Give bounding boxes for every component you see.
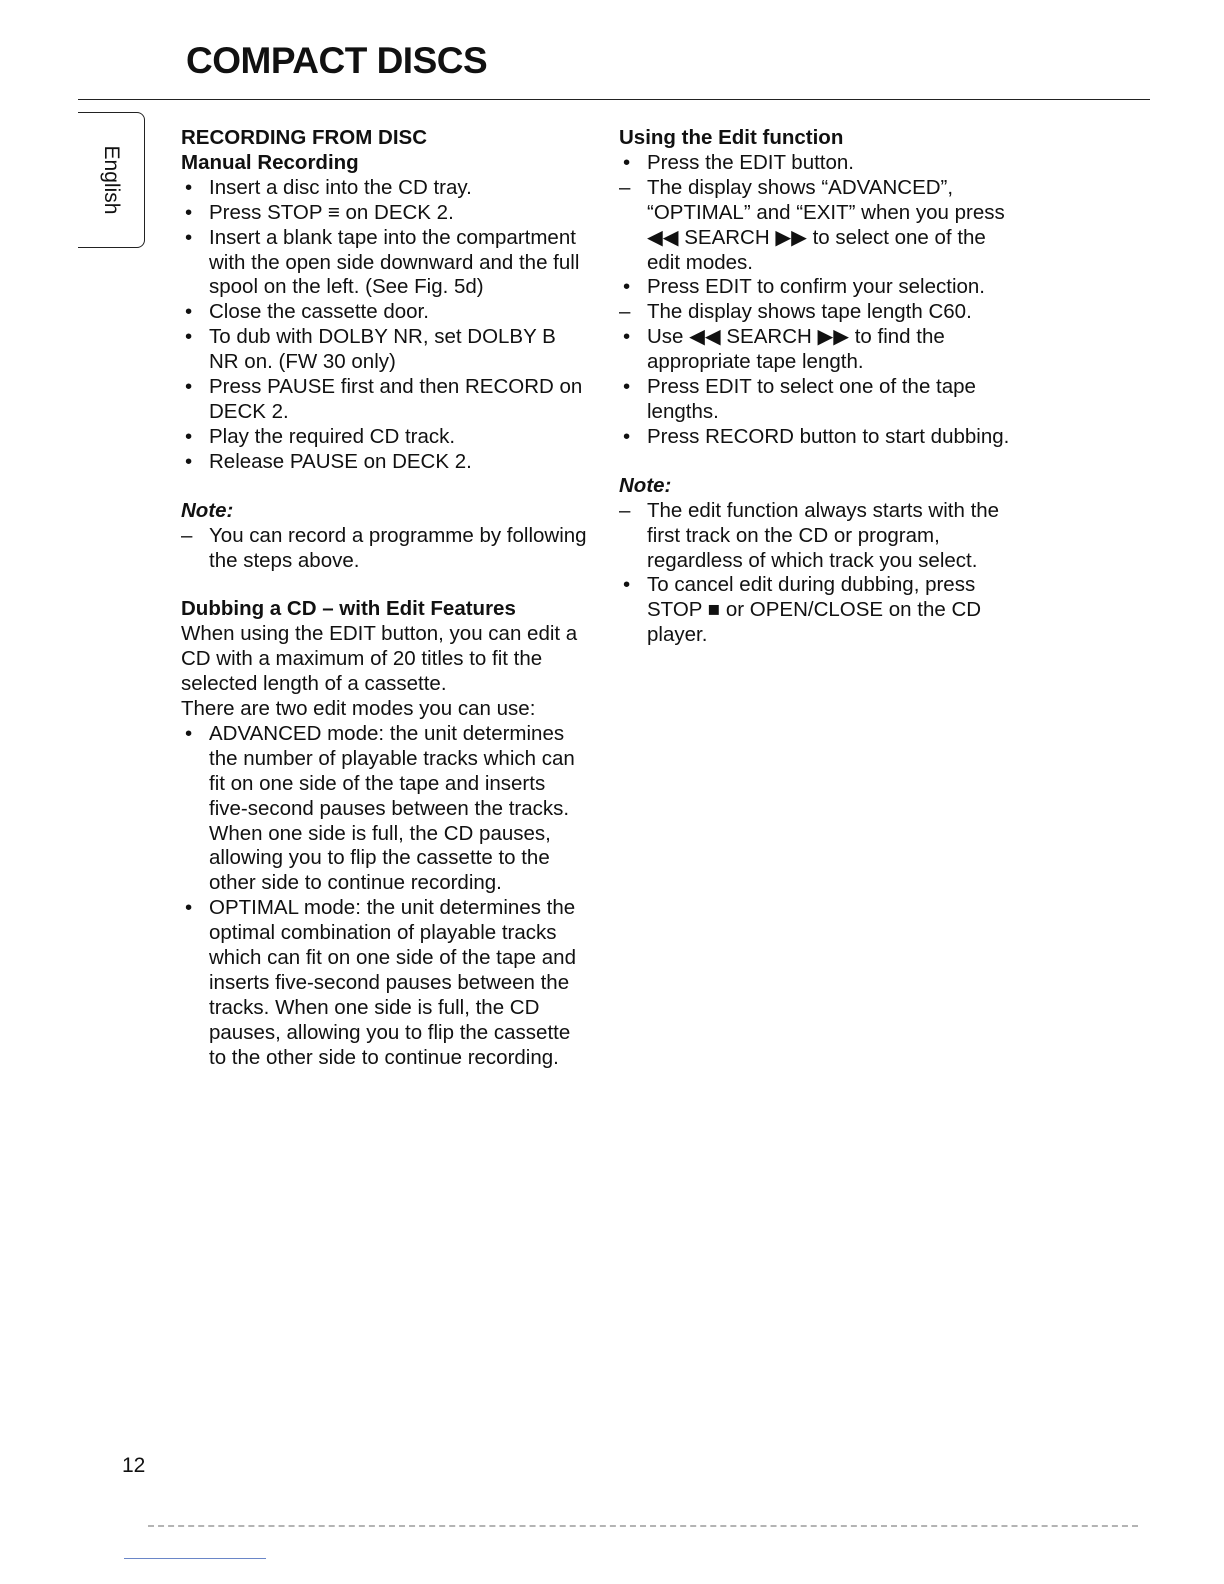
left-column: [181, 126, 587, 1071]
list-item: • OPTIMAL mode: the unit determines the optimal combination of playable tracks which can fit on one side of the tape and inserts five-second pauses between the tracks. When one side is full, the CD pauses, allowing you to flip the cassette to the other side to continue recording.: [181, 896, 587, 1070]
right-column: [619, 126, 1021, 648]
list-item: • To cancel edit during dubbing, press STOP ■ or OPEN/CLOSE on the CD player.: [619, 573, 1021, 648]
header-rule: [78, 99, 1150, 100]
section-title-edit-function: Using the Edit function: [619, 126, 844, 149]
list-item: • Press EDIT to confirm your selection.: [619, 275, 1021, 300]
note-label: Note:: [181, 498, 234, 522]
note-list: [619, 499, 1021, 648]
list-item: • Play the required CD track.: [181, 425, 587, 450]
list-item: • To dub with DOLBY NR, set DOLBY B NR on. (FW 30 only): [181, 325, 587, 375]
page-number: 12: [122, 1454, 146, 1477]
list-item: • Close the cassette door.: [181, 300, 587, 325]
scan-artifact-line: [148, 1525, 1138, 1527]
modes-intro: There are two edit modes you can use:: [181, 697, 536, 721]
list-item: • Press STOP ≡ on DECK 2.: [181, 201, 587, 226]
note-label: Note:: [619, 473, 672, 497]
dubbing-intro: When using the EDIT button, you can edit a CD with a maximum of 20 titles to fit the selected length of a cassette.: [181, 622, 578, 696]
manual-recording-steps: [181, 176, 587, 475]
list-item: – The display shows “ADVANCED”, “OPTIMAL” and “EXIT” when you press ◀◀ SEARCH ▶▶ to select one of the edit modes.: [619, 176, 1021, 276]
list-item: • Insert a disc into the CD tray.: [181, 176, 587, 201]
list-item: • Press EDIT to select one of the tape lengths.: [619, 375, 1021, 425]
section-title-recording: RECORDING FROM DISC: [181, 126, 427, 149]
list-item: • Press the EDIT button.: [619, 151, 1021, 176]
list-item: • Press RECORD button to start dubbing.: [619, 425, 1021, 450]
language-tab-label: English: [100, 145, 123, 215]
page-title: COMPACT DISCS: [186, 40, 488, 81]
edit-modes-list: [181, 722, 587, 1071]
note-list: [181, 524, 587, 574]
list-item: • Use ◀◀ SEARCH ▶▶ to find the appropriate tape length.: [619, 325, 1021, 375]
language-tab: [78, 112, 145, 248]
list-item: – The edit function always starts with the first track on the CD or program, regardless of which track you select.: [619, 499, 1021, 574]
list-item: – You can record a programme by following the steps above.: [181, 524, 587, 574]
edit-function-steps: [619, 151, 1021, 450]
list-item: – The display shows tape length C60.: [619, 300, 1021, 325]
list-item: • Release PAUSE on DECK 2.: [181, 450, 587, 475]
list-item: • Insert a blank tape into the compartment with the open side downward and the full spool on the left. (See Fig. 5d): [181, 226, 587, 301]
list-item: • Press PAUSE first and then RECORD on DECK 2.: [181, 375, 587, 425]
subsection-title-manual: Manual Recording: [181, 150, 359, 174]
dubbing-title: Dubbing a CD – with Edit Features: [181, 597, 516, 621]
bottom-rule: [124, 1558, 266, 1559]
list-item: • ADVANCED mode: the unit determines the number of playable tracks which can fit on one side of the tape and inserts five-second pauses between the tracks. When one side is full, the CD pauses, allowing you to flip the cassette to the other side to continue recording.: [181, 722, 587, 896]
